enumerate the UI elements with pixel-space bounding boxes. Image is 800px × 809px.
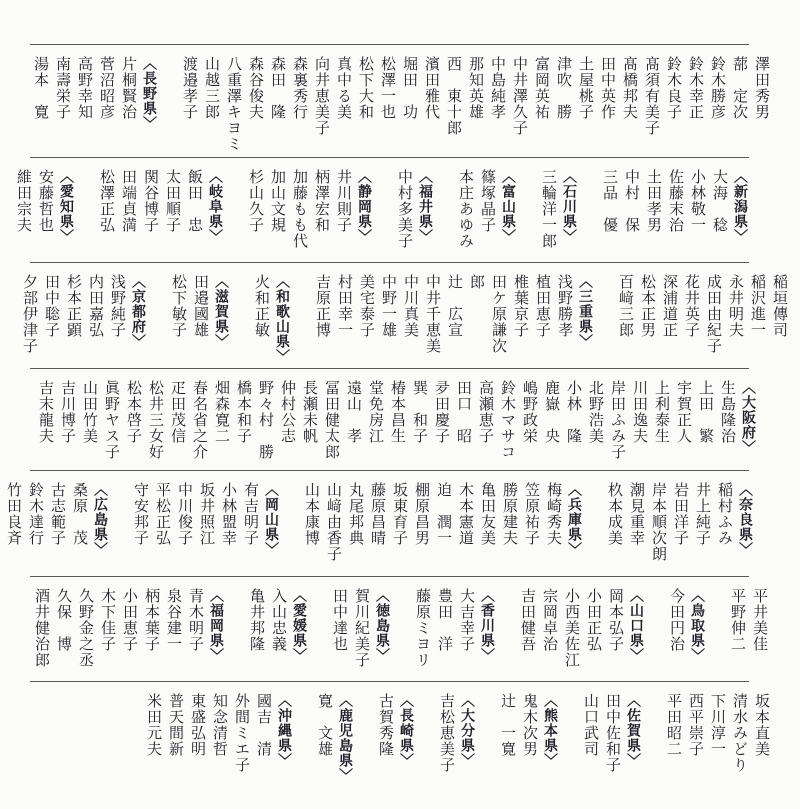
person-name: 山口武司: [582, 693, 598, 757]
person-name: 勝原建夫: [501, 482, 517, 546]
person-name: 深浦道正: [661, 274, 677, 338]
person-name: 那知英雄: [467, 56, 483, 120]
person-name: 坂東育子: [391, 482, 407, 546]
person-name: 中川俊子: [176, 482, 192, 546]
prefecture-header: 〈岡山県〉: [264, 482, 280, 557]
person-name: 加山文規: [269, 169, 285, 233]
person-name: 清水みどり: [731, 693, 747, 773]
person-name: 坂本直美: [753, 693, 769, 757]
person-name: 有吉明子: [242, 482, 258, 546]
person-name: 遠山 孝: [345, 380, 361, 444]
person-name: 橋本和子: [235, 380, 251, 444]
person-name: 酒井健治郎: [33, 588, 49, 668]
person-name: 小田正弘: [585, 588, 601, 652]
prefecture-header: 〈滋賀県〉: [214, 274, 230, 349]
person-name: 賀川紀美子: [353, 588, 369, 668]
person-name: 古賀秀隆: [377, 693, 393, 757]
name-row-band: [0, 158, 800, 262]
prefecture-header: 〈和歌山県〉: [275, 274, 291, 364]
person-name: 寛 文雄: [316, 693, 332, 757]
person-name: 杉山久子: [247, 169, 263, 233]
person-name: 上利泰生: [653, 380, 669, 444]
prefecture-header: 〈鳥取県〉: [690, 588, 706, 663]
person-name: 柄本葉子: [143, 588, 159, 652]
person-name: 丸尾邦典: [347, 482, 363, 546]
person-name: 浅野勝孝: [556, 274, 572, 338]
person-name: 西平崇子: [687, 693, 703, 757]
prefecture-header: 〈愛知県〉: [59, 169, 75, 244]
person-name: 吉原正博: [314, 274, 330, 338]
person-name: 真中る美: [335, 56, 351, 120]
person-name: 長瀬未帆: [301, 380, 317, 444]
person-name: 古志範子: [49, 482, 65, 546]
person-name: 森田 隆: [269, 56, 285, 120]
person-name: 平田昭二: [665, 693, 681, 757]
person-name: 土屋桃子: [577, 56, 593, 120]
person-name: 中村 保: [623, 169, 639, 233]
person-name: 梅崎秀夫: [545, 482, 561, 546]
person-name: 加藤もも代: [291, 169, 307, 249]
person-name: 松本啓子: [125, 380, 141, 444]
person-name: 岡本弘子: [607, 588, 623, 652]
person-name: 東盛弘明: [189, 693, 205, 757]
person-name: 平野伸二: [729, 588, 745, 652]
prefecture-header: 〈福岡県〉: [209, 588, 225, 663]
person-name: 藤原ミヨリ: [414, 588, 430, 668]
person-name: 松澤一也: [379, 56, 395, 120]
prefecture-header: 〈鹿児島県〉: [338, 693, 354, 783]
person-name: 中島純孝: [489, 56, 505, 120]
person-name: 吉田健吾: [519, 588, 535, 652]
person-name: 青木明子: [187, 588, 203, 652]
person-name: 鈴木マサコ: [499, 380, 515, 460]
person-name: 國吉 清: [255, 693, 271, 757]
person-name: 松下敏子: [170, 274, 186, 338]
prefecture-header: 〈富山県〉: [501, 169, 517, 244]
person-name: 本庄あゆみ: [457, 169, 473, 249]
person-name: 辻 一寛: [499, 693, 515, 757]
person-name: 三輪洋一郎: [540, 169, 556, 249]
person-name: 南壽栄子: [54, 56, 70, 120]
person-name: 木本憲道: [457, 482, 473, 546]
person-name: 高瀬恵子: [477, 380, 493, 444]
prefecture-header: 〈長野県〉: [142, 56, 158, 131]
person-name: 今田円治: [668, 588, 684, 652]
prefecture-header: 〈福井県〉: [418, 169, 434, 244]
person-name: 藤原昌晴: [369, 482, 385, 546]
person-name: 生島隆治: [719, 380, 735, 444]
person-name: 小田恵子: [121, 588, 137, 652]
person-name: 田中佐和子: [604, 693, 620, 773]
prefecture-header: 〈熊本県〉: [543, 693, 559, 768]
prefecture-header: 〈長崎県〉: [399, 693, 415, 768]
person-name: 山越三郎: [203, 56, 219, 120]
prefecture-header: 〈大阪府〉: [741, 380, 757, 455]
prefecture-header: 〈大分県〉: [460, 693, 476, 768]
person-name: 潮見重幸: [628, 482, 644, 546]
person-name: 迫 潤一: [435, 482, 451, 546]
person-name: 鬼木次男: [521, 693, 537, 757]
person-name: 亀田友美: [479, 482, 495, 546]
person-name: 関谷博子: [142, 169, 158, 233]
person-name: 百﨑三郎: [617, 274, 633, 338]
person-name: 久野金之丞: [77, 588, 93, 668]
person-name: 知念清哲: [211, 693, 227, 757]
person-name: 佐藤末治: [667, 169, 683, 233]
person-name: 花井英子: [683, 274, 699, 338]
person-name: 渡邉孝子: [181, 56, 197, 120]
person-name: 三品 優: [601, 169, 617, 233]
person-name: 高野幸知: [76, 56, 92, 120]
person-name: 桑原 茂: [71, 482, 87, 546]
person-name: 入山忠義: [270, 588, 286, 652]
person-name: 田邉國雄: [192, 274, 208, 338]
person-name: 菅沼昭彦: [98, 56, 114, 120]
person-name: 森裏秀行: [291, 56, 307, 120]
person-name: 大吉幸子: [458, 588, 474, 652]
person-name: 野々村 勝: [257, 380, 273, 460]
person-name: 小林盟幸: [220, 482, 236, 546]
person-name: 永井明夫: [727, 274, 743, 338]
person-name: 堀田 功: [401, 56, 417, 120]
person-name: 鈴木勝彦: [709, 56, 725, 120]
person-name: 外間ミエ子: [233, 693, 249, 773]
person-name: 山田竹美: [81, 380, 97, 444]
person-name: 岩田洋子: [672, 482, 688, 546]
prefecture-header: 〈香川県〉: [480, 588, 496, 663]
person-name: 髙橋邦夫: [621, 56, 637, 120]
person-name: 巽 和子: [411, 380, 427, 444]
person-name: 竹田良斉: [5, 482, 21, 546]
person-name: 棚原昌男: [413, 482, 429, 546]
prefecture-header: 〈沖縄県〉: [277, 693, 293, 768]
person-name: 成田由紀子: [705, 274, 721, 354]
person-name: 津吹 勝: [555, 56, 571, 120]
person-name: 平松正弘: [154, 482, 170, 546]
person-name: 杉本正顕: [65, 274, 81, 338]
person-name: 宗岡卓治: [541, 588, 557, 652]
person-name: 嶋野政栄: [521, 380, 537, 444]
person-name: 泉谷建一: [165, 588, 181, 652]
prefecture-header: 〈京都府〉: [131, 274, 147, 349]
prefecture-header: 〈三重県〉: [578, 274, 594, 349]
person-name: 西 東十郎: [445, 56, 461, 136]
person-name: 上田 繁: [697, 380, 713, 444]
person-name: 坂井照江: [198, 482, 214, 546]
person-name: 堂免房江: [367, 380, 383, 444]
person-name: 八重澤キヨミ: [225, 56, 241, 152]
prefecture-header: 〈兵庫県〉: [567, 482, 583, 557]
person-name: 山本康博: [303, 482, 319, 546]
person-name: 稲村ふみ: [716, 482, 732, 546]
person-name: 平井美佳: [751, 588, 767, 652]
person-name: 守安邦子: [132, 482, 148, 546]
name-row-band: [0, 471, 800, 576]
person-name: 蔀 定次: [731, 56, 747, 120]
person-name: 岸本順次朗: [650, 482, 666, 562]
person-name: 中井澤久子: [511, 56, 527, 136]
person-name: 亀井邦隆: [248, 588, 264, 652]
name-row-band: [0, 369, 800, 470]
prefecture-header: 〈徳島県〉: [375, 588, 391, 663]
person-name: 富岡英祐: [533, 56, 549, 120]
person-name: 松澤正弘: [98, 169, 114, 233]
prefecture-header: 〈岐阜県〉: [208, 169, 224, 244]
person-name: 普天間新: [167, 693, 183, 757]
person-name: 田中達也: [331, 588, 347, 652]
person-name: 髙須有美子: [643, 56, 659, 136]
person-name: 豊田 洋: [436, 588, 452, 652]
person-name: 木下佳子: [99, 588, 115, 652]
person-name: 冨田健太郎: [323, 380, 339, 460]
person-name: 松井三女好: [147, 380, 163, 460]
name-row-band: [0, 263, 800, 368]
person-name: 湯本 寛: [32, 56, 48, 120]
person-name: 植田恵子: [534, 274, 550, 338]
person-name: 太田順子: [164, 169, 180, 233]
person-name: 久保 博: [55, 588, 71, 652]
prefecture-header: 〈山口県〉: [629, 588, 645, 663]
person-name: 北野浩美: [587, 380, 603, 444]
person-name: 井川則子: [335, 169, 351, 233]
person-name: 宇賀正人: [675, 380, 691, 444]
person-name: 浅野純子: [109, 274, 125, 338]
person-name: 美宅泰子: [358, 274, 374, 338]
name-row-band: [0, 682, 800, 809]
person-name: 小西美佐江: [563, 588, 579, 668]
person-name: 澤田秀男: [753, 56, 769, 120]
prefecture-header: 〈佐賀県〉: [626, 693, 642, 768]
person-name: 松本正男: [639, 274, 655, 338]
person-name: 仲村公志: [279, 380, 295, 444]
person-name: 椎葉京子: [512, 274, 528, 338]
person-name: 田中聡子: [43, 274, 59, 338]
person-name: 小林 隆: [565, 380, 581, 444]
person-name: 椿本昌生: [389, 380, 405, 444]
person-name: 鹿嶽 央: [543, 380, 559, 444]
person-name: 中野一雄: [380, 274, 396, 338]
person-name: 大海 稔: [711, 169, 727, 233]
person-name: 中井千恵美: [424, 274, 440, 354]
person-name: 土田孝男: [645, 169, 661, 233]
person-name: 中川真美: [402, 274, 418, 338]
person-name: 稲沢進一: [749, 274, 765, 338]
person-name: 森谷俊夫: [247, 56, 263, 120]
person-name: 春名省之介: [191, 380, 207, 460]
person-name: 向井恵美子: [313, 56, 329, 136]
person-name: 米田元夫: [145, 693, 161, 757]
person-name: 安藤哲也: [37, 169, 53, 233]
person-name: 松下大和: [357, 56, 373, 120]
person-name: 田ケ原謙次郎: [468, 274, 506, 354]
person-name: 田中英作: [599, 56, 615, 120]
person-name: 鈴木達行: [27, 482, 43, 546]
person-name: 笠原祐子: [523, 482, 539, 546]
person-name: 柄澤宏和: [313, 169, 329, 233]
person-name: 田端貞満: [120, 169, 136, 233]
person-name: 村田幸一: [336, 274, 352, 338]
person-name: 疋田茂信: [169, 380, 185, 444]
person-name: 辻 広宣: [446, 274, 462, 338]
person-name: 岸田ふみ子: [609, 380, 625, 460]
person-name: 内田嘉弘: [87, 274, 103, 338]
person-name: 鈴木良子: [665, 56, 681, 120]
person-name: 吉川博子: [59, 380, 75, 444]
person-name: 小林敬一: [689, 169, 705, 233]
person-name: 片桐賢治: [120, 56, 136, 120]
person-name: 畑森寛二: [213, 380, 229, 444]
person-name: 鈴木幸正: [687, 56, 703, 120]
person-name: 吉松恵美子: [438, 693, 454, 773]
person-name: 飯田 忠: [186, 169, 202, 233]
person-name: 吉末龍夫: [37, 380, 53, 444]
person-name: 田口 昭: [455, 380, 471, 444]
person-name: 稲垣傳司: [771, 274, 787, 338]
prefecture-header: 〈愛媛県〉: [292, 588, 308, 663]
person-name: 眞野ヤス子: [103, 380, 119, 460]
name-row-band: [0, 45, 800, 157]
person-name: 井上純子: [694, 482, 710, 546]
prefecture-header: 〈広島県〉: [93, 482, 109, 557]
person-name: 中村多美子: [396, 169, 412, 249]
prefecture-header: 〈石川県〉: [562, 169, 578, 244]
person-name: 下川淳一: [709, 693, 725, 757]
prefecture-header: 〈奈良県〉: [738, 482, 754, 557]
prefecture-header: 〈静岡県〉: [357, 169, 373, 244]
person-name: 維田宗夫: [15, 169, 31, 233]
person-name: 杦本成美: [606, 482, 622, 546]
person-name: 夛田慶子: [433, 380, 449, 444]
person-name: 川田逸夫: [631, 380, 647, 444]
person-name: 山﨑由香子: [325, 482, 341, 562]
person-name: 火和正敏: [253, 274, 269, 338]
person-name: 夕部伊津子: [21, 274, 37, 354]
person-name: 篠塚晶子: [479, 169, 495, 233]
prefecture-header: 〈新潟県〉: [733, 169, 749, 244]
name-row-band: [0, 577, 800, 681]
person-name: 濱田雅代: [423, 56, 439, 120]
